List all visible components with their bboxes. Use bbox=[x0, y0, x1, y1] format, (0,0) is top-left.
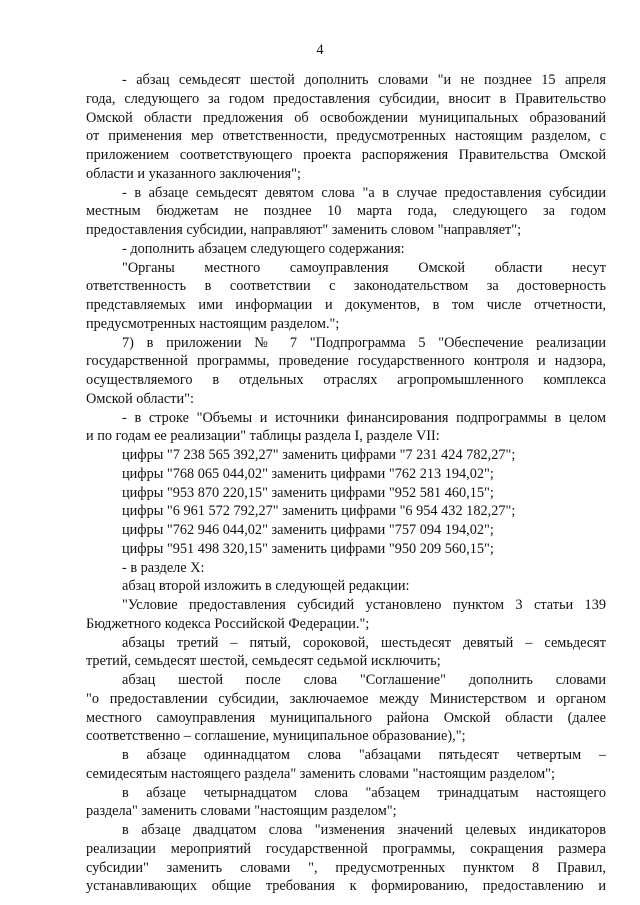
text-line: реализации мероприятий государственной программы, сокращения размера bbox=[86, 840, 606, 857]
text-line: Бюджетного кодекса Российской Федерации."; bbox=[86, 615, 370, 632]
text-line: ответственность в соответствии с законодательством за достоверность bbox=[86, 278, 606, 295]
text-line: представляемых ими информации и документов, в том числе отчетности, bbox=[86, 297, 606, 313]
text-line: области и указанного заключения"; bbox=[86, 165, 301, 182]
text-line: - в абзаце семьдесят девятом слова "а в случае предоставления субсидии bbox=[122, 184, 606, 201]
text-line: местным бюджетам не позднее 10 марта года, следующего за годом bbox=[86, 203, 606, 220]
text-line: устанавливающих общие требования к формированию, предоставлению и bbox=[86, 878, 606, 895]
text-line: цифры "7 238 565 392,27" заменить цифрами "7 231 424 782,27"; bbox=[122, 447, 516, 463]
text-line: и по годам ее реализации" таблицы раздела I, разделе VII: bbox=[86, 428, 440, 445]
text-line: в абзаце двадцатом слова "изменения значений целевых индикаторов bbox=[122, 822, 606, 838]
text-line: предусмотренных настоящим разделом."; bbox=[86, 315, 340, 332]
text-line: семидесятым настоящего раздела" заменить словами "настоящим разделом"; bbox=[86, 765, 555, 782]
text-line: местного самоуправления муниципального района Омской области (далее bbox=[86, 709, 606, 726]
text-line: осуществляемого в отдельных отраслях агропромышленного комплекса bbox=[86, 372, 606, 388]
text-line: абзац шестой после слова "Соглашение" дополнить словами bbox=[122, 672, 606, 688]
text-line: третий, семьдесят шестой, семьдесят седьмой исключить; bbox=[86, 653, 441, 670]
text-line: 7) в приложении № 7 "Подпрограмма 5 "Обеспечение реализации bbox=[122, 334, 606, 351]
text-line: года, следующего за годом предоставления субсидии, вносит в Правительство bbox=[86, 90, 606, 107]
text-line: предоставления субсидии, направляют" заменить словом "направляет"; bbox=[86, 222, 522, 238]
text-line: "Органы местного самоуправления Омской области несут bbox=[122, 259, 606, 276]
text-line: абзац второй изложить в следующей редакции: bbox=[122, 578, 410, 595]
text-line: государственной программы, проведение государственного контроля и надзора, bbox=[86, 353, 606, 370]
text-line: соответственно – соглашение, муниципальное образование),"; bbox=[86, 728, 466, 745]
document-body bbox=[86, 71, 606, 896]
text-line: цифры "762 946 044,02" заменить цифрами "757 094 194,02"; bbox=[122, 522, 494, 538]
text-line: Омской области предложения об освобождении муниципальных образований bbox=[86, 109, 606, 126]
text-line: абзацы третий – пятый, сороковой, шестьдесят девятый – семьдесят bbox=[122, 634, 606, 651]
text-line: в абзаце одиннадцатом слова "абзацами пятьдесят четвертым – bbox=[122, 747, 606, 763]
text-line: "Условие предоставления субсидий установлено пунктом 3 статьи 139 bbox=[122, 597, 606, 613]
text-line: цифры "768 065 044,02" заменить цифрами "762 213 194,02"; bbox=[122, 465, 494, 482]
text-line: субсидии" заменить словами ", предусмотренных пунктом 8 Правил, bbox=[86, 859, 606, 876]
text-line: приложением соответствующего проекта распоряжения Правительства Омской bbox=[86, 147, 606, 163]
text-line: - абзац семьдесят шестой дополнить словами "и не позднее 15 апреля bbox=[122, 72, 606, 88]
text-line: - в строке "Объемы и источники финансирования подпрограммы в целом bbox=[122, 409, 606, 426]
text-line: Омской области": bbox=[86, 390, 194, 407]
text-line: - в разделе X: bbox=[122, 559, 205, 576]
text-line: раздела" заменить словами "настоящим разделом"; bbox=[86, 803, 397, 820]
text-line: "о предоставлении субсидии, заключаемое между Министерством и органом bbox=[86, 690, 606, 707]
text-line: в абзаце четырнадцатом слова "абзацем тринадцатым настоящего bbox=[122, 784, 606, 801]
text-line: цифры "951 498 320,15" заменить цифрами "950 209 560,15"; bbox=[122, 540, 494, 557]
text-line: цифры "6 961 572 792,27" заменить цифрами "6 954 432 182,27"; bbox=[122, 503, 516, 520]
page-number: 4 bbox=[316, 42, 324, 58]
text-line: - дополнить абзацем следующего содержания: bbox=[122, 240, 405, 257]
text-line: от применения мер ответственности, предусмотренных настоящим разделом, с bbox=[86, 128, 606, 145]
text-line: цифры "953 870 220,15" заменить цифрами "952 581 460,15"; bbox=[122, 484, 494, 501]
